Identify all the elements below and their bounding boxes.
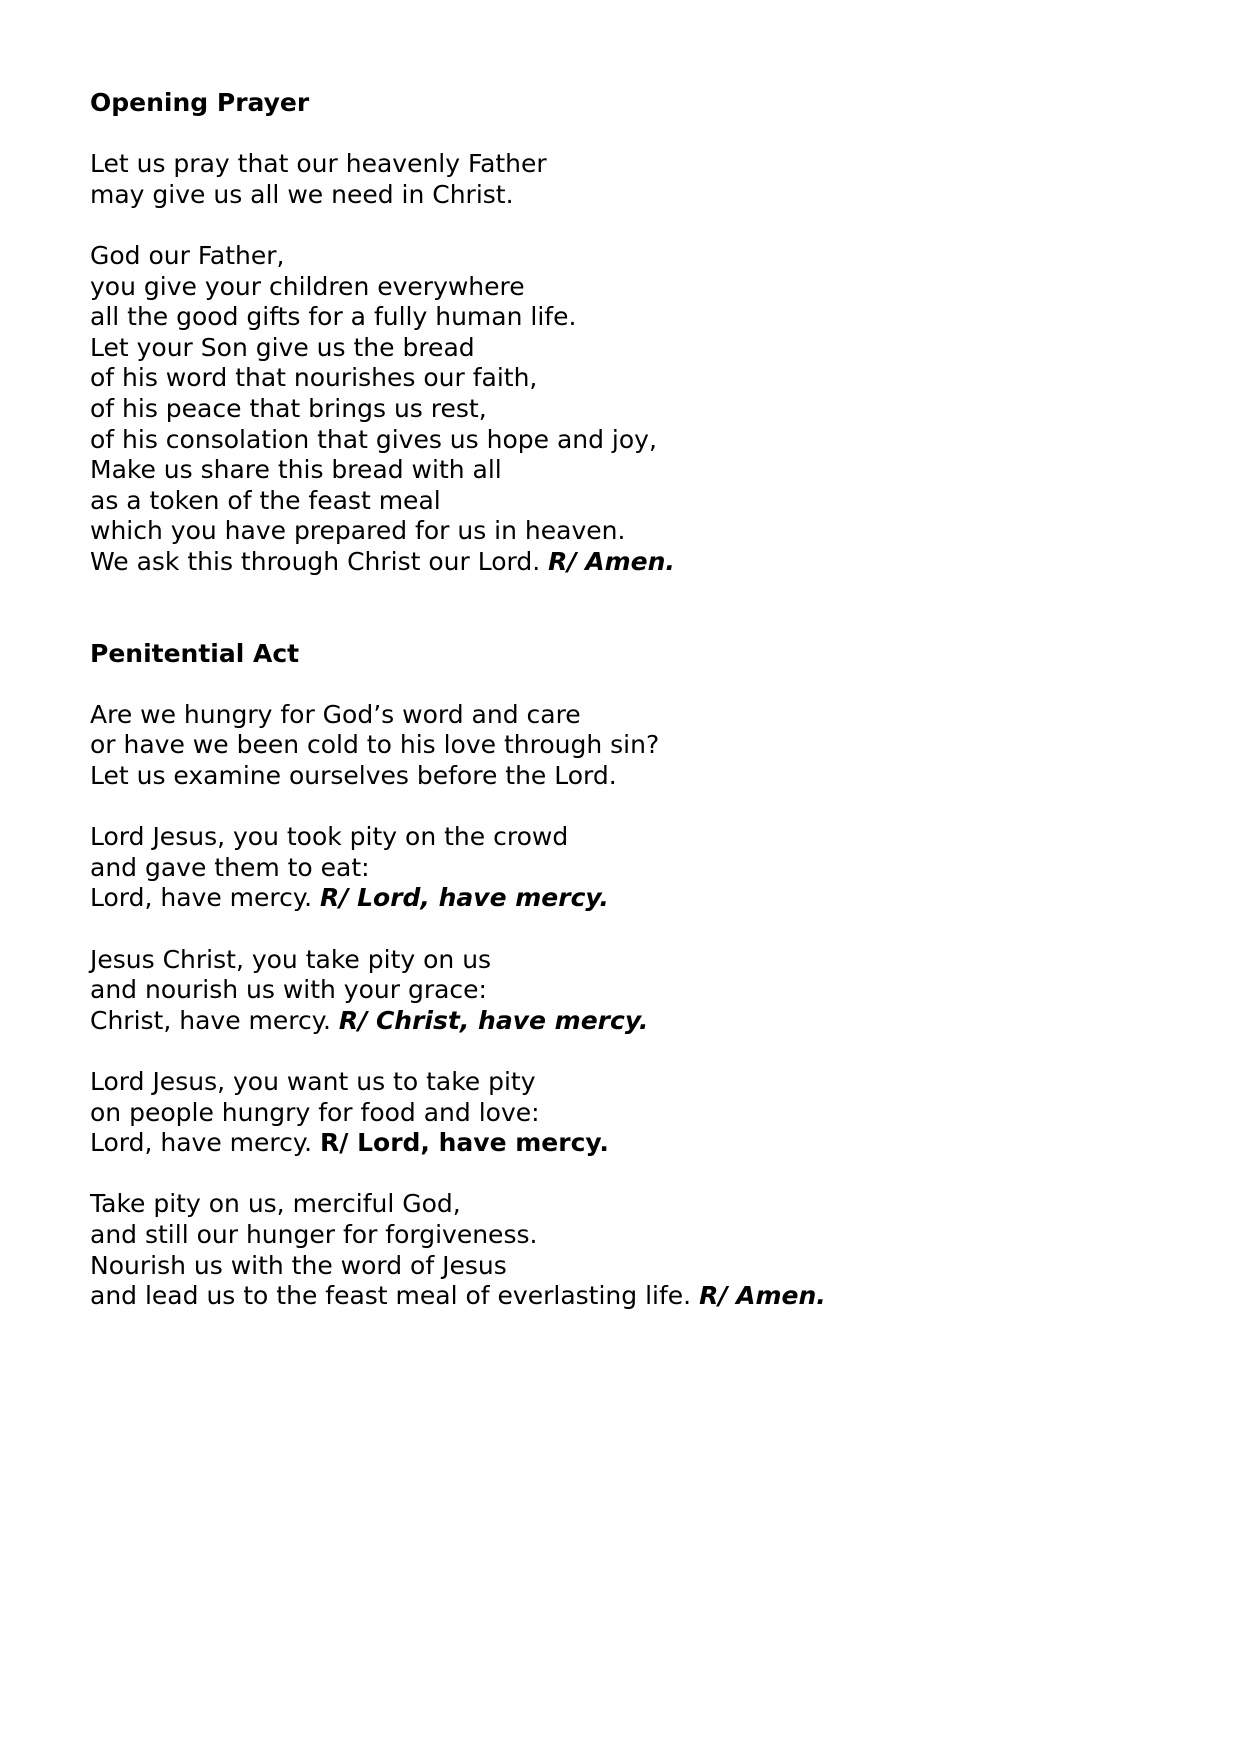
penitential-invocation-1 bbox=[90, 822, 1150, 914]
invocation-final-text: Lord, have mercy. bbox=[90, 1128, 313, 1158]
invocation-line: on people hungry for food and love: bbox=[90, 1097, 540, 1127]
absolution-line: Nourish us with the word of Jesus bbox=[90, 1250, 507, 1280]
opening-prayer-text bbox=[90, 241, 1150, 578]
invocation-final-line bbox=[90, 1128, 1150, 1159]
document-content bbox=[90, 88, 1150, 1312]
opening-prayer-line: Make us share this bread with all bbox=[90, 455, 502, 485]
opening-prayer-line: of his consolation that gives us hope and joy, bbox=[90, 424, 657, 454]
invocation-response: R/ Christ, have mercy. bbox=[338, 1005, 649, 1035]
opening-prayer-line: of his peace that brings us rest, bbox=[90, 393, 487, 423]
penitential-intro-line: Let us examine ourselves before the Lord. bbox=[90, 761, 617, 791]
opening-prayer-line: Let your Son give us the bread bbox=[90, 332, 475, 362]
penitential-intro-line: Are we hungry for God’s word and care bbox=[90, 699, 581, 729]
invocation-final-text: Lord, have mercy. bbox=[90, 883, 313, 913]
invocation-final-line bbox=[90, 883, 1150, 914]
invocation-final-line bbox=[90, 1006, 1150, 1037]
penitential-act-heading: Penitential Act bbox=[90, 638, 300, 668]
absolution-line: and still our hunger for forgiveness. bbox=[90, 1219, 538, 1249]
invocation-line: Jesus Christ, you take pity on us bbox=[90, 944, 492, 974]
invocation-final-text: Christ, have mercy. bbox=[90, 1005, 331, 1035]
opening-prayer-line: God our Father, bbox=[90, 240, 285, 270]
invocation-line: and nourish us with your grace: bbox=[90, 975, 487, 1005]
absolution-final-line bbox=[90, 1281, 1150, 1312]
opening-prayer-intro-line: Let us pray that our heavenly Father bbox=[90, 149, 547, 179]
opening-prayer-closing-line bbox=[90, 547, 1150, 578]
invocation-line: Lord Jesus, you want us to take pity bbox=[90, 1067, 536, 1096]
penitential-intro-line: or have we been cold to his love through sin? bbox=[90, 730, 660, 760]
penitential-invocation-2 bbox=[90, 945, 1150, 1037]
opening-prayer-response: R/ Amen. bbox=[548, 546, 675, 576]
opening-prayer-intro-line: may give us all we need in Christ. bbox=[90, 179, 514, 209]
invocation-response: R/ Lord, have mercy. bbox=[320, 883, 609, 913]
penitential-invocation-3 bbox=[90, 1067, 1150, 1159]
invocation-line: Lord Jesus, you took pity on the crowd bbox=[90, 822, 569, 852]
absolution-line: Take pity on us, merciful God, bbox=[90, 1189, 461, 1219]
penitential-act-intro bbox=[90, 700, 1150, 792]
penitential-absolution bbox=[90, 1189, 1150, 1311]
opening-prayer-line: of his word that nourishes our faith, bbox=[90, 363, 538, 393]
invocation-response: R/ Lord, have mercy. bbox=[320, 1128, 609, 1158]
opening-prayer-line: as a token of the feast meal bbox=[90, 485, 441, 515]
invocation-line: and gave them to eat: bbox=[90, 852, 370, 882]
opening-prayer-line: which you have prepared for us in heaven. bbox=[90, 516, 626, 546]
absolution-response: R/ Amen. bbox=[699, 1281, 826, 1311]
opening-prayer-intro bbox=[90, 149, 1150, 210]
opening-prayer-heading: Opening Prayer bbox=[90, 88, 310, 117]
opening-prayer-line: all the good gifts for a fully human life. bbox=[90, 302, 577, 332]
opening-prayer-closing-text: We ask this through Christ our Lord. bbox=[90, 546, 541, 576]
absolution-final-text: and lead us to the feast meal of everlasting life. bbox=[90, 1281, 692, 1311]
opening-prayer-line: you give your children everywhere bbox=[90, 271, 525, 301]
